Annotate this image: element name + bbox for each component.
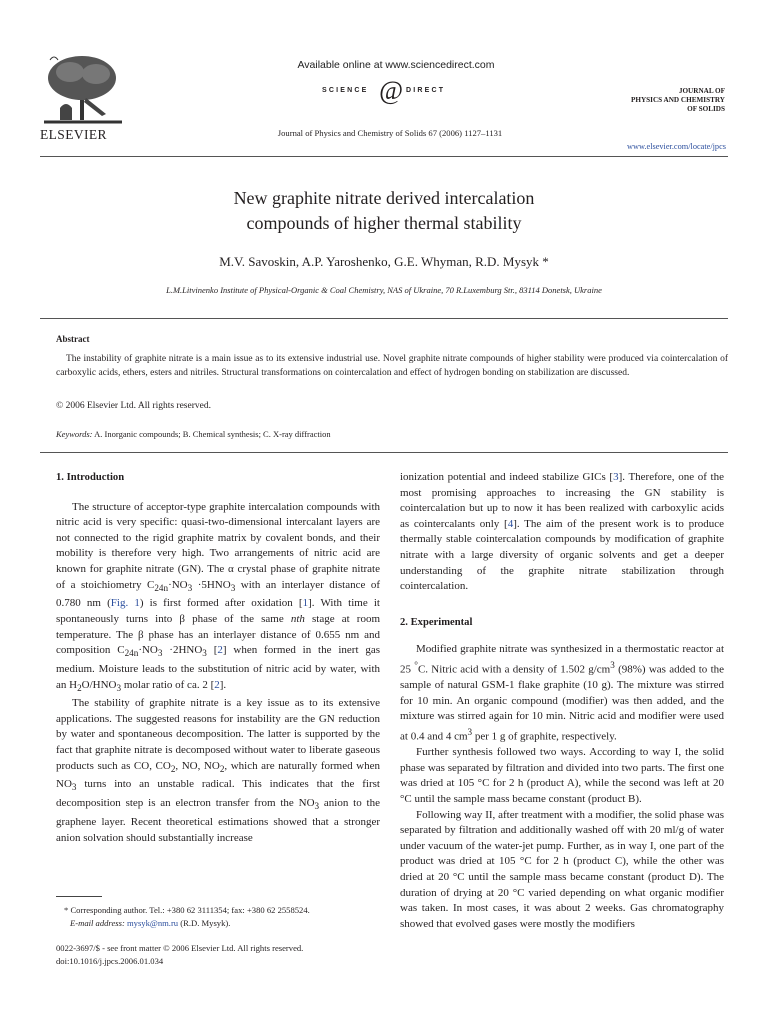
italic-run: nth [290,612,305,625]
right-column [400,470,724,932]
intro-paragraph-1 [56,500,380,697]
keywords-text: A. Inorganic compounds; B. Chemical synthesis; C. X-ray diffraction [94,429,331,439]
corresponding-author: * Corresponding author. Tel.: +380 62 3111354; fax: +380 62 2558524. [64,905,310,915]
title-line2: compounds of higher thermal stability [246,213,522,233]
email-line [56,917,386,930]
text-run: ·NO [138,644,158,657]
text-run: ]. With time it spontaneously turns into β phase of the same [56,597,380,625]
doi-line[interactable]: doi:10.1016/j.jpcs.2006.01.034 [56,956,164,966]
subscript: 3 [71,782,77,793]
subscript: 3 [202,648,207,659]
subscript: 24n [124,648,139,659]
text-run: O/HNO [81,678,117,691]
text-run: ]. The aim of the present work is to produce thermally stable cointercalation compounds by modification of graphite nitrate with a large diversity of organic solvents and get a deeper understanding of the graphite nitrate stabilization through cointercalation. [400,517,724,593]
text-run: ] when formed in the inert gas medium. Moisture leads to the substitution of nitric acid by water, with an H [56,644,381,691]
email-link[interactable]: mysyk@nm.ru [126,918,179,928]
footnote-rule [56,896,102,897]
superscript: ° [414,659,418,670]
header-rule [40,156,728,157]
journal-title-line3: OF SOLIDS [687,105,725,113]
text-run: ·NO [168,578,188,591]
text-run: Modified graphite nitrate was synthesized in a thermostatic reactor at 25 [400,643,724,676]
subscript: 2 [77,682,82,693]
available-online[interactable]: Available online at www.sciencedirect.com [297,59,495,71]
text-run: , which are naturally formed when NO [56,759,380,791]
text-run: stage at room temperature. The β phase has an interlayer distance of 0.655 nm and composition C [56,612,380,657]
text-run: [ [206,644,218,657]
text-run: with an interlayer distance of 0.780 nm ( [56,578,380,610]
section-heading-introduction: 1. Introduction [56,472,125,483]
superscript: 3 [467,726,473,737]
text-run: molar ratio of ca. 2 [ [121,678,215,691]
text-run: (98%) was added to the sample of natural GSM-1 flake graphite (10 g). The mixture was stirred for 10 min. An organic compound (modifier) was then added, and the mixture was stirred again for 10 min. Nitric acid and modifier were used at 0.4 and 4 cm [400,663,725,743]
subscript: 3 [157,648,163,659]
text-run: ]. Therefore, one of the most promising approaches to increasing the GN stability is cointercalation but up to now it has been realized with carboxylic acids as cointercalants only [ [400,471,724,530]
authors: M.V. Savoskin, A.P. Yaroshenko, G.E. Whyman, R.D. Mysyk * [219,254,549,269]
subscript: 3 [314,801,320,812]
journal-reference: Journal of Physics and Chemistry of Solids 67 (2006) 1127–1131 [277,128,503,138]
superscript: 3 [610,659,615,670]
affiliation: L.M.Litvinenko Institute of Physical-Organic & Coal Chemistry, NAS of Ukraine, 70 R.Luxemburg Str., 83114 Donetsk, Ukraine [166,285,602,295]
abstract-top-rule [40,318,728,319]
abstract-text: The instability of graphite nitrate is a main issue as to its extensive industrial use. Novel graphite nitrate compounds of higher stability were produced via cointercalation of carboxylic acids, ethers, esters and nitriles. Structural transformations on cointercalation and effect of hydrogen bonding on stabilization are discussed. [56,354,728,378]
text-run: turns into an unstable radical. This indicates that the first decomposition step is an electron transfer from the NO [56,778,380,810]
abstract-heading: Abstract [56,334,90,344]
citation-link[interactable]: 4 [507,517,514,530]
journal-title-line2: PHYSICS AND CHEMISTRY [631,96,725,104]
text-run: ·2HNO [162,644,203,657]
text-run: C. Nitric acid with a density of 1.502 g/cm [417,663,611,676]
text-run: ]. [219,678,227,691]
text-run: , NO, NO [175,759,220,772]
publisher-name: ELSEVIER [40,127,107,142]
right-paragraph-0 [400,470,724,595]
footnote-publication [56,942,386,968]
experimental-paragraph-1 [400,642,724,745]
sd-logo-left: SCIENCE [322,87,369,94]
left-column [56,470,380,846]
subscript: 24n [154,582,169,593]
abstract-copyright: © 2006 Elsevier Ltd. All rights reserved. [56,401,211,411]
subscript: 2 [170,763,176,774]
subscript: 3 [116,682,122,693]
figure-link[interactable]: Fig. 1 [110,597,140,610]
journal-title [595,87,725,114]
abstract-bottom-rule [40,452,728,453]
citation-link[interactable]: 2 [217,644,223,657]
email-suffix: (R.D. Mysyk). [178,918,231,928]
title-line1: New graphite nitrate derived intercalation [233,188,535,208]
text-run: per 1 g of graphite, respectively. [472,730,617,743]
text-run: anion to the graphene layer. Recent theoretical estimations showed that a stronger anion solvation should substantially increase [56,797,380,844]
text-run: The structure of acceptor-type graphite intercalation compounds with nitric acid is very specific: quasi-two-dimensional intercalant layers are not connected to the rigid graphite matrix by covalent bonds, and their mobility is therefore very high. Two arrangements of nitric acid are known for graphite nitrate (GN). The α crystal phase of graphite nitrate of a stoichiometry C [56,500,380,591]
issn-line: 0022-3697/$ - see front matter © 2006 Elsevier Ltd. All rights reserved. [56,943,304,953]
elsevier-tree-logo [40,50,126,126]
citation-link[interactable]: 3 [613,471,619,483]
journal-url-link[interactable]: www.elsevier.com/locate/jpcs [627,142,726,151]
email-label: E-mail address: [70,918,125,928]
subscript: 3 [230,582,236,593]
text-run: ) is first formed after oxidation [ [139,597,303,610]
sd-at-icon: @ [379,76,403,105]
intro-paragraph-2 [56,696,380,846]
section-heading-experimental: 2. Experimental [400,616,473,628]
text-run: ionization potential and indeed stabilize GICs [ [400,471,614,483]
citation-link[interactable]: 1 [302,597,309,610]
sd-logo-right: DIRECT [406,87,446,94]
footnote-corresponding [56,904,386,930]
subscript: 3 [187,582,193,593]
citation-link[interactable]: 2 [214,678,220,691]
experimental-paragraph-2: Further synthesis followed two ways. According to way I, the solid phase was separated by filtration and divided into two parts. The first one was dried at 105 °C for 2 h (product A), while the second was left at 20 °C until the sample mass became constant (product B). [400,746,724,805]
text-run: The stability of graphite nitrate is a key issue as to its extensive applications. The suggested reasons for instability are the GN reduction by water and spontaneous decomposition. The latter is supported by the fact that graphite nitrate is decomposed without water to liberate gaseous products such as CO, CO [56,697,380,772]
journal-title-line1: JOURNAL OF [678,87,725,95]
keywords [56,429,331,439]
text-run: ·5HNO [192,578,231,591]
sciencedirect-logo [322,76,462,105]
experimental-paragraph-3: Following way II, after treatment with a modifier, the solid phase was separated by filtration and additionally washed off with 20 ml/g of water under vacuum of the water-jet pump. Further, as in way I, one part of the product was dried at 105 °C for 2 h (product C), while the other was dried at 20 °C until the sample mass became constant (product D). The duration of drying at 20 °C varied depending on what organic modifier was taken. In most cases, it was about 2 weeks. Gas chromatography showed that evolved gases were mostly the modifiers [400,808,724,930]
subscript: 2 [219,763,225,774]
article-title [120,186,648,236]
keywords-label: Keywords: [56,429,93,439]
